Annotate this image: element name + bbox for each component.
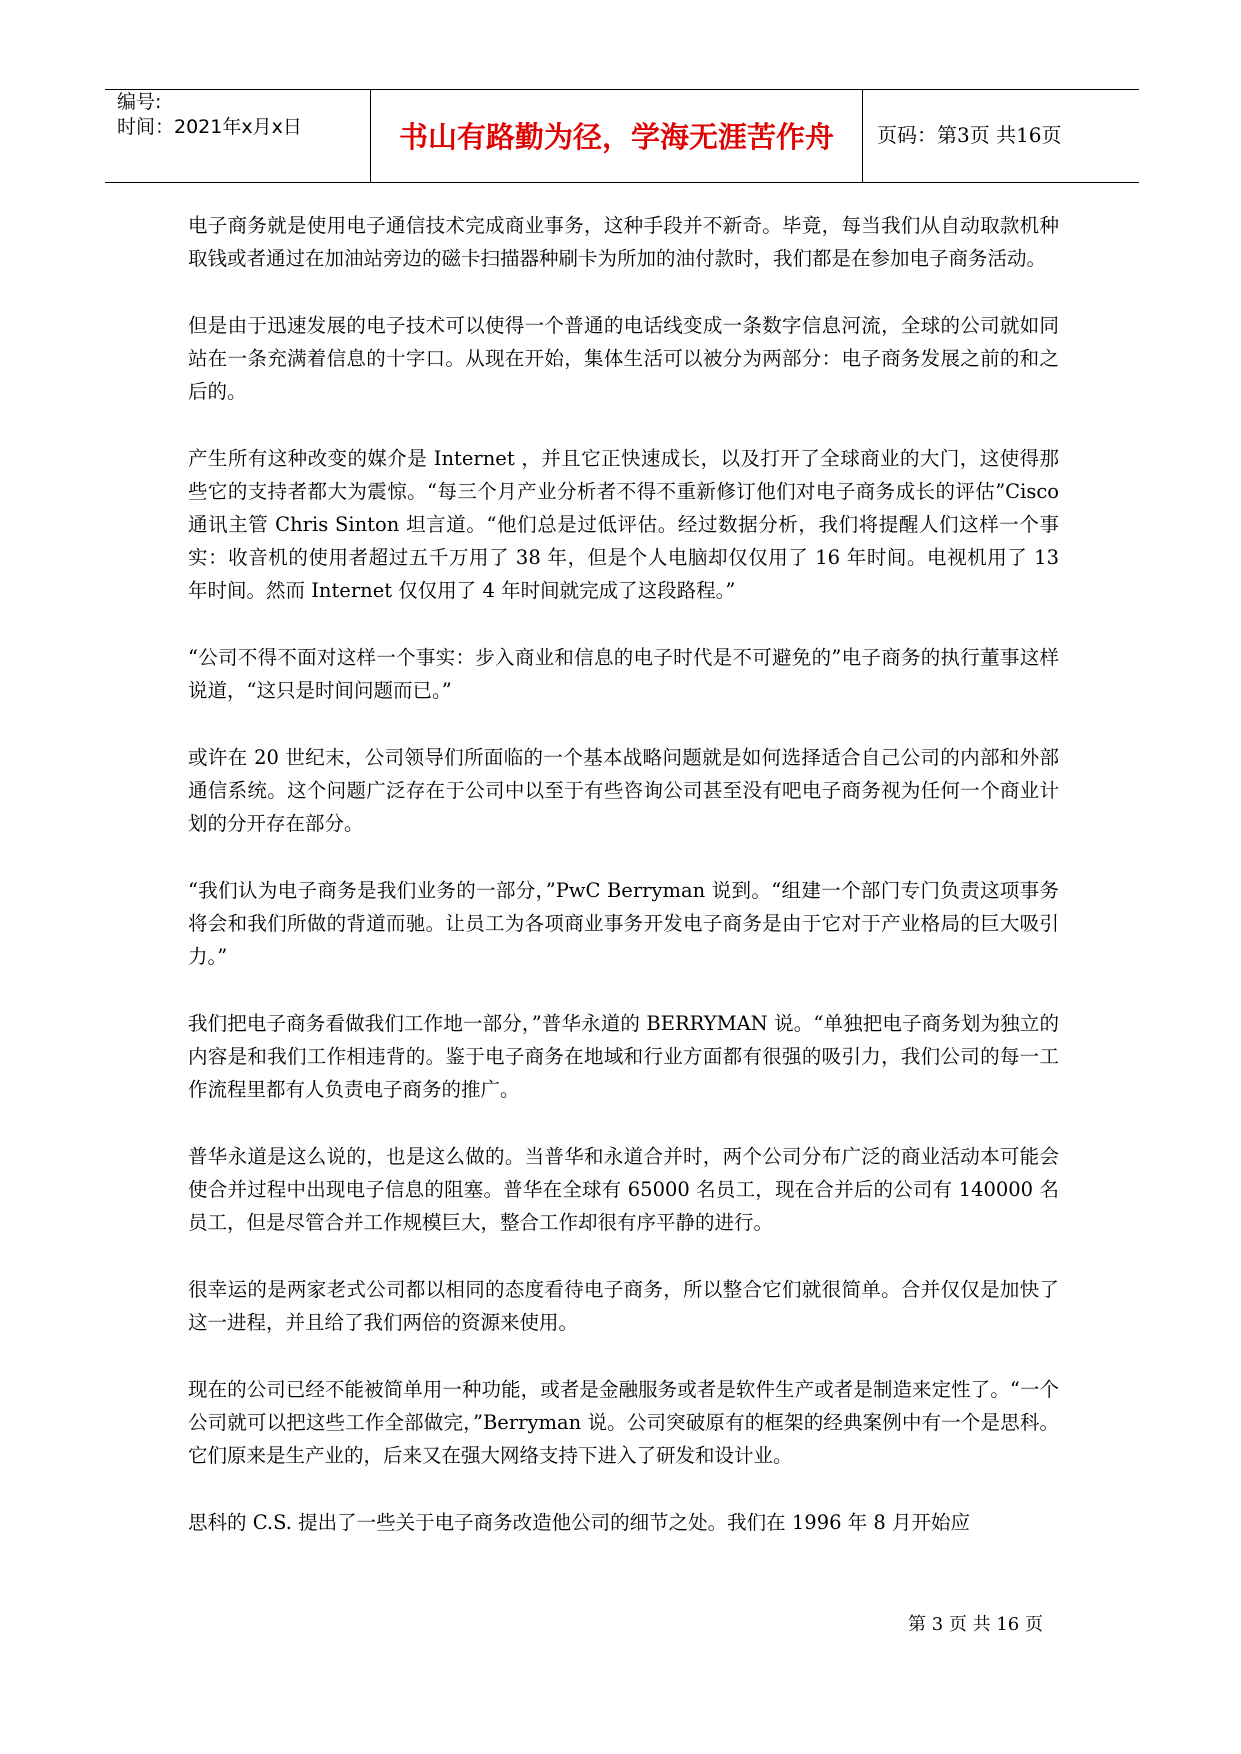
paragraph: 普华永道是这么说的，也是这么做的。当普华和永道合并时，两个公司分布广泛的商业活动本可能会使合并过程中出现电子信息的阻塞。普华在全球有 65000 名员工，现在合并后的公司有 140000 名员工，但是尽管合并工作规模巨大，整合工作却很有序平静的进行。 <box>188 1145 1059 1234</box>
paragraph: 思科的 C.S. 提出了一些关于电子商务改造他公司的细节之处。我们在 1996 年 8 月开始应 <box>188 1511 971 1534</box>
paragraph: “我们认为电子商务是我们业务的一部分，”PwC Berryman 说到。“组建一个部门专门负责这项事务将会和我们所做的背道而驰。让员工为各项商业事务开发电子商务是由于它对于产业格局的巨大吸引力。” <box>188 879 1059 968</box>
paragraph: 我们把电子商务看做我们工作地一部分，”普华永道的 BERRYMAN 说。“单独把电子商务划为独立的内容是和我们工作相违背的。鉴于电子商务在地域和行业方面都有很强的吸引力，我们公司的每一工作流程里都有人负责电子商务的推广。 <box>188 1012 1059 1101</box>
paragraph: 或许在 20 世纪末，公司领导们所面临的一个基本战略问题就是如何选择适合自己公司的内部和外部通信系统。这个问题广泛存在于公司中以至于有些咨询公司甚至没有吧电子商务视为任何一个商业计划的分开存在部分。 <box>188 746 1059 835</box>
header-left-cell <box>105 90 370 182</box>
document-number-label: 编号: <box>117 91 162 113</box>
header-middle-cell <box>370 90 863 182</box>
page-footer: 第 3 页 共 16 页 <box>908 1614 1043 1635</box>
page-header <box>105 89 1139 183</box>
paragraph: “公司不得不面对这样一个事实：步入商业和信息的电子时代是不可避免的”电子商务的执行董事这样说道，“这只是时间问题而已。” <box>188 646 1059 702</box>
header-page-code: 页码：第3页 共16页 <box>877 123 1062 147</box>
header-motto: 书山有路勤为径，学海无涯苦作舟 <box>398 120 834 154</box>
paragraph: 电子商务就是使用电子通信技术完成商业事务，这种手段并不新奇。毕竟，每当我们从自动取款机种取钱或者通过在加油站旁边的磁卡扫描器种刷卡为所加的油付款时，我们都是在参加电子商务活动。 <box>188 214 1059 270</box>
document-time-label: 时间：2021年x月x日 <box>117 116 302 138</box>
paragraph: 现在的公司已经不能被简单用一种功能，或者是金融服务或者是软件生产或者是制造来定性了。“一个公司就可以把这些工作全部做完，”Berryman 说。公司突破原有的框架的经典案例中有一个是思科。它们原来是生产业的，后来又在强大网络支持下进入了研发和设计业。 <box>188 1378 1059 1467</box>
paragraph: 产生所有这种改变的媒介是 Internet ，并且它正快速成长，以及打开了全球商业的大门，这使得那些它的支持者都大为震惊。“每三个月产业分析者不得不重新修订他们对电子商务成长的评估”Cisco 通讯主管 Chris Sinton 坦言道。“他们总是过低评估。经过数据分析，我们将提醒人们这样一个事实：收音机的使用者超过五千万用了 38 年，但是个人电脑却仅仅用了 16 年时间。电视机用了 13 年时间。然而 Internet 仅仅用了 4 年时间就完成了这段路程。” <box>188 447 1059 602</box>
paragraph: 但是由于迅速发展的电子技术可以使得一个普通的电话线变成一条数字信息河流，全球的公司就如同站在一条充满着信息的十字口。从现在开始，集体生活可以被分为两部分：电子商务发展之前的和之后的。 <box>188 314 1059 403</box>
header-right-cell <box>863 90 1139 182</box>
paragraph: 很幸运的是两家老式公司都以相同的态度看待电子商务，所以整合它们就很简单。合并仅仅是加快了这一进程，并且给了我们两倍的资源来使用。 <box>188 1278 1059 1334</box>
document-body <box>188 209 1059 1573</box>
